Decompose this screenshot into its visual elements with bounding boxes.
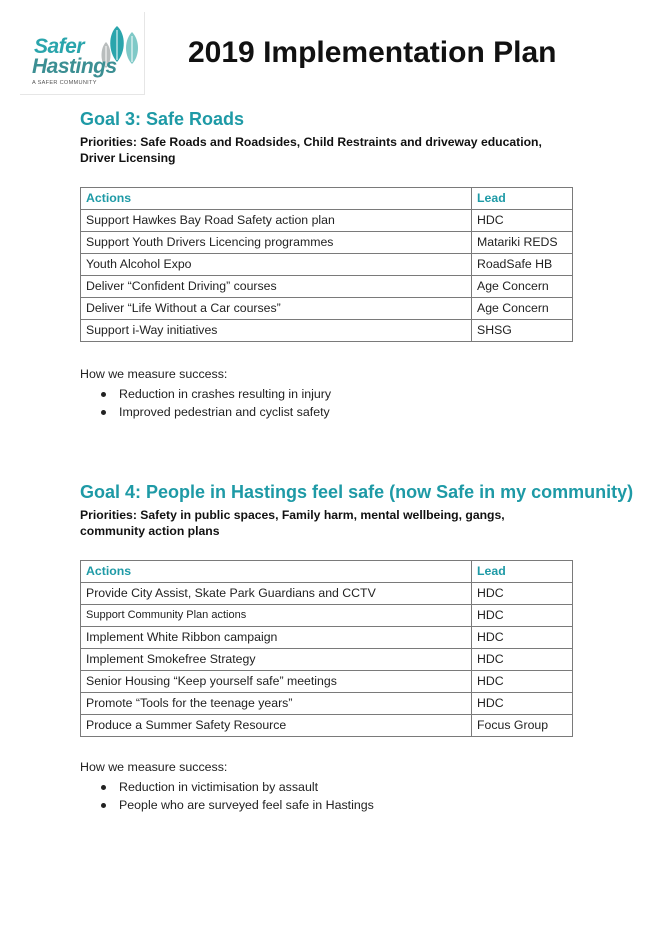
- goal-3-heading: Goal 3: Safe Roads: [80, 109, 245, 129]
- action-cell: Support Community Plan actions: [81, 605, 472, 627]
- table-row: [81, 298, 573, 320]
- lead-cell: HDC: [472, 649, 573, 671]
- table-row: [81, 649, 573, 671]
- logo-word-hastings: Hastings: [32, 55, 117, 78]
- lead-column-header: Lead: [472, 561, 573, 583]
- goal-3-priorities: Priorities: Safe Roads and Roadsides, Child Restraints and driveway education, Driver Licensing: [80, 135, 542, 165]
- goal-4-priorities: Priorities: Safety in public spaces, Family harm, mental wellbeing, gangs, community action plans: [80, 508, 505, 538]
- lead-cell: HDC: [472, 605, 573, 627]
- lead-cell: HDC: [472, 671, 573, 693]
- table-header-row: [81, 561, 573, 583]
- table-row: [81, 693, 573, 715]
- table-row: [81, 210, 573, 232]
- action-cell: Youth Alcohol Expo: [81, 254, 472, 276]
- lead-cell: Age Concern: [472, 276, 573, 298]
- logo-word-safer: Safer: [34, 35, 85, 58]
- lead-cell: Matariki REDS: [472, 232, 573, 254]
- list-item: People who are surveyed feel safe in Hastings: [80, 796, 374, 814]
- table-row: [81, 605, 573, 627]
- action-cell: Deliver “Life Without a Car courses”: [81, 298, 472, 320]
- goal-4-heading: Goal 4: People in Hastings feel safe (now Safe in my community): [80, 482, 634, 502]
- goal-4-measures-list: [80, 778, 374, 814]
- action-cell: Implement White Ribbon campaign: [81, 627, 472, 649]
- goal-4-actions-table: [80, 560, 573, 737]
- safer-hastings-logo: [20, 12, 145, 95]
- lead-cell: RoadSafe HB: [472, 254, 573, 276]
- table-row: [81, 671, 573, 693]
- lead-cell: Focus Group: [472, 715, 573, 737]
- table-row: [81, 232, 573, 254]
- actions-column-header: Actions: [81, 188, 472, 210]
- table-row: [81, 254, 573, 276]
- action-cell: Provide City Assist, Skate Park Guardians and CCTV: [81, 583, 472, 605]
- page-title: 2019 Implementation Plan: [188, 36, 557, 69]
- action-cell: Deliver “Confident Driving” courses: [81, 276, 472, 298]
- action-cell: Support Youth Drivers Licencing programmes: [81, 232, 472, 254]
- action-cell: Support i-Way initiatives: [81, 320, 472, 342]
- actions-column-header: Actions: [81, 561, 472, 583]
- goal-3-measure-label: How we measure success:: [80, 367, 228, 381]
- lead-cell: SHSG: [472, 320, 573, 342]
- lead-cell: HDC: [472, 627, 573, 649]
- action-cell: Senior Housing “Keep yourself safe” meetings: [81, 671, 472, 693]
- action-cell: Promote “Tools for the teenage years”: [81, 693, 472, 715]
- goal-3-actions-table: [80, 187, 573, 342]
- list-item: Reduction in victimisation by assault: [80, 778, 374, 796]
- table-row: [81, 276, 573, 298]
- table-header-row: [81, 188, 573, 210]
- lead-cell: HDC: [472, 210, 573, 232]
- action-cell: Produce a Summer Safety Resource: [81, 715, 472, 737]
- table-row: [81, 583, 573, 605]
- lead-cell: HDC: [472, 693, 573, 715]
- action-cell: Support Hawkes Bay Road Safety action plan: [81, 210, 472, 232]
- lead-cell: Age Concern: [472, 298, 573, 320]
- table-row: [81, 320, 573, 342]
- goal-3-measures-list: [80, 385, 331, 421]
- table-row: [81, 715, 573, 737]
- list-item: Reduction in crashes resulting in injury: [80, 385, 331, 403]
- lead-cell: HDC: [472, 583, 573, 605]
- action-cell: Implement Smokefree Strategy: [81, 649, 472, 671]
- logo-tagline: A SAFER COMMUNITY: [32, 80, 97, 86]
- table-row: [81, 627, 573, 649]
- lead-column-header: Lead: [472, 188, 573, 210]
- list-item: Improved pedestrian and cyclist safety: [80, 403, 331, 421]
- goal-4-measure-label: How we measure success:: [80, 760, 228, 774]
